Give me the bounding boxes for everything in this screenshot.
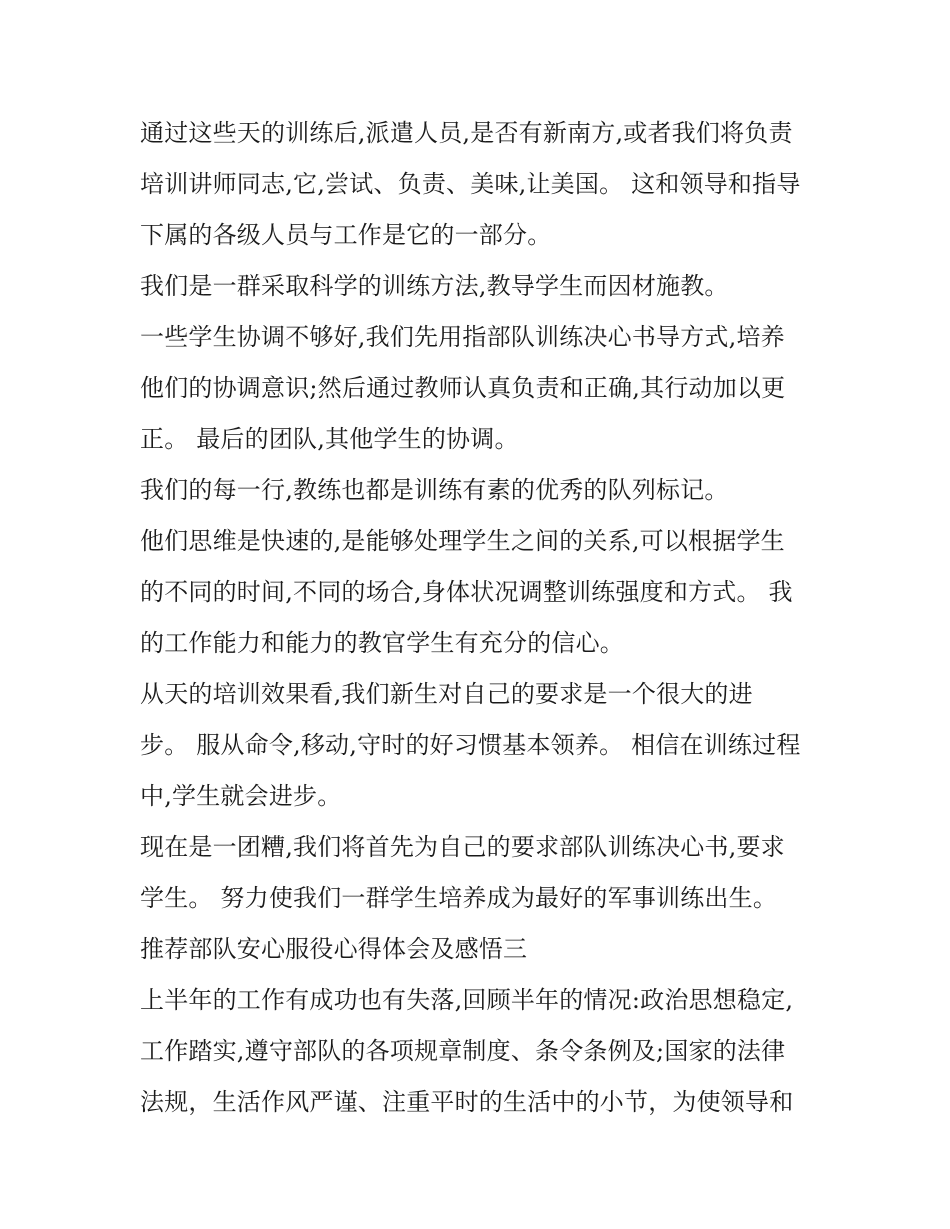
text-line-1: 通过这些天的训练后,派遣人员,是否有新南方,或者我们将负责 bbox=[140, 119, 793, 147]
document-body bbox=[140, 108, 820, 1128]
text-line-16: 学生。 努力使我们一群学生培养成为最好的军事训练出生。 bbox=[140, 884, 778, 912]
text-line-2: 培训讲师同志,它,尝试、负责、美味,让美国。 这和领导和指导 bbox=[140, 170, 801, 198]
text-line-6: 他们的协调意识;然后通过教师认真负责和正确,其行动加以更 bbox=[140, 374, 786, 402]
text-line-3: 下属的各级人员与工作是它的一部分。 bbox=[140, 221, 552, 249]
text-line-13: 步。 服从命令,移动,守时的好习惯基本领养。 相信在训练过程 bbox=[140, 731, 801, 759]
text-line-4: 我们是一群采取科学的训练方法,教导学生而因材施教。 bbox=[140, 272, 729, 300]
text-line-19: 工作踏实,遵守部队的各项规章制度、条令条例及;国家的法律 bbox=[140, 1037, 786, 1065]
text-line-11: 的工作能力和能力的教官学生有充分的信心。 bbox=[140, 629, 624, 657]
text-line-7: 正。 最后的团队,其他学生的协调。 bbox=[140, 425, 519, 453]
text-line-18: 上半年的工作有成功也有失落,回顾半年的情况:政治思想稳定, bbox=[140, 986, 794, 1014]
text-line-8: 我们的每一行,教练也都是训练有素的优秀的队列标记。 bbox=[140, 476, 729, 504]
text-line-9: 他们思维是快速的,是能够处理学生之间的关系,可以根据学生 bbox=[140, 527, 785, 555]
text-line-5: 一些学生协调不够好,我们先用指部队训练决心书导方式,培养 bbox=[140, 323, 785, 351]
text-line-12: 从天的培训效果看,我们新生对自己的要求是一个很大的进 bbox=[140, 680, 753, 708]
section-heading: 推荐部队安心服役心得体会及感悟三 bbox=[140, 935, 528, 963]
text-line-10: 的不同的时间,不同的场合,身体状况调整训练强度和方式。 我 bbox=[140, 578, 793, 606]
text-line-14: 中,学生就会进步。 bbox=[140, 782, 342, 810]
text-line-20: 法规，生活作风严谨、注重平时的生活中的小节，为使领导和 bbox=[140, 1088, 794, 1116]
text-line-15: 现在是一团糟,我们将首先为自己的要求部队训练决心书,要求 bbox=[140, 833, 785, 861]
